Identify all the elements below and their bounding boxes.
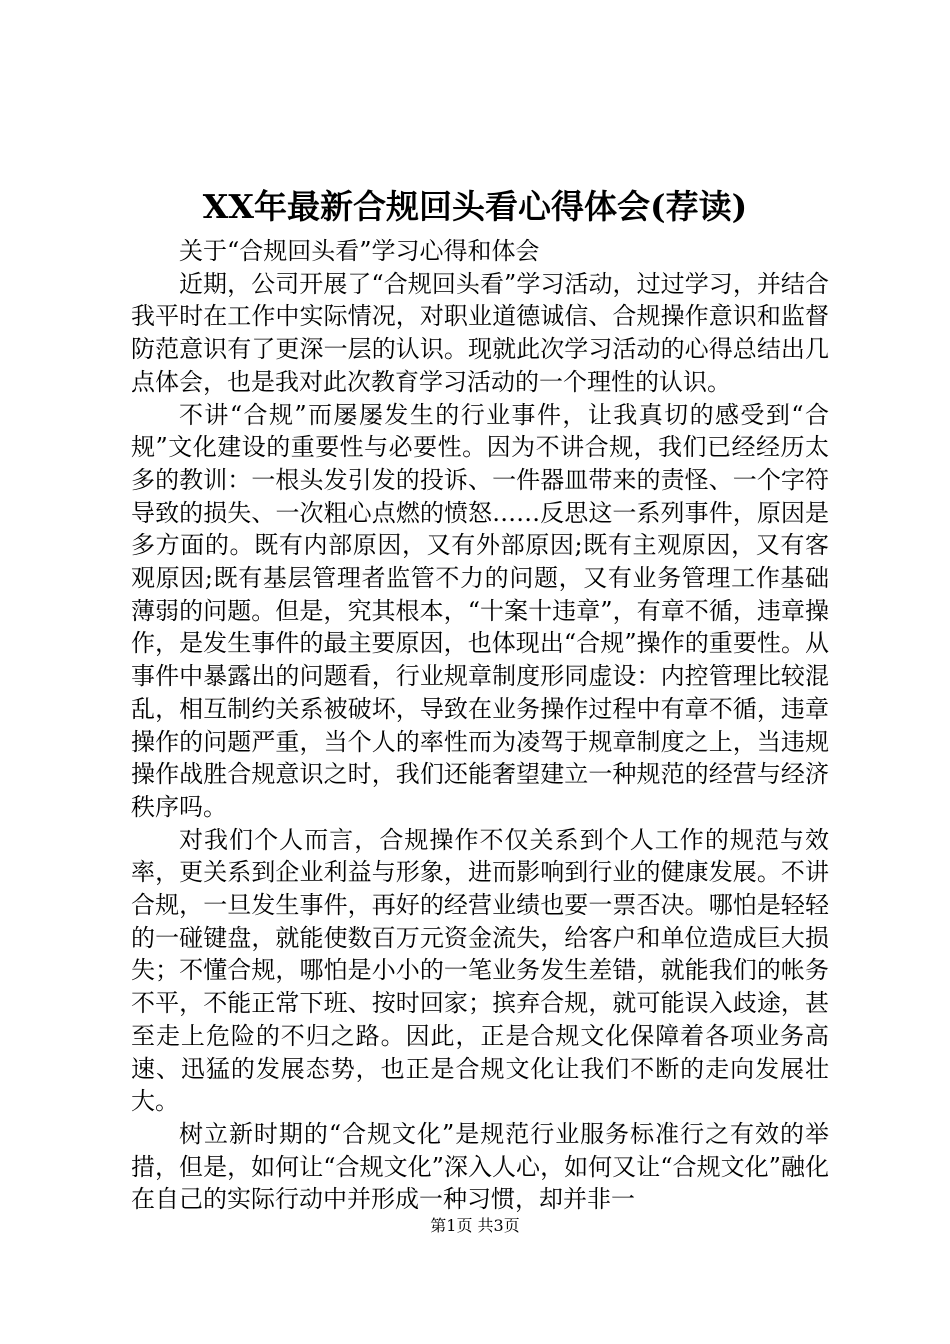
paragraph-subtitle: 关于“合规回头看”学习心得和体会 [179,237,540,265]
paragraph: 不讲“合规”而屡屡发生的行业事件，让我真切的感受到“合规”文化建设的重要性与必要性。因为不讲合规，我们已经经历太多的教训：一根头发引发的投诉、一件器皿带来的责怪、一个字符导致的损失、一次粗心点燃的愤怒……反思这一系列事件，原因是多方面的。既有内部原因，又有外部原因;既有主观原因，又有客观原因;既有基层管理者监管不力的问题，又有业务管理工作基础薄弱的问题。但是，究其根本，“十案十违章”，有章不循，违章操作，是发生事件的最主要原因，也体现出“合规”操作的重要性。从事件中暴露出的问题看，行业规章制度形同虚设：内控管理比较混乱，相互制约关系被破坏，导致在业务操作过程中有章不循，违章操作的问题严重，当个人的率性而为凌驾于规章制度之上，当违规操作战胜合规意识之时，我们还能奢望建立一种规范的经营与经济秩序吗。 [131,400,829,821]
document-body [131,235,829,1216]
paragraph: 树立新时期的“合规文化”是规范行业服务标准行之有效的举措，但是，如何让“合规文化”深入人心，如何又让“合规文化”融化在自己的实际行动中并形成一种习惯，却并非一 [131,1119,829,1214]
paragraph: 对我们个人而言，合规操作不仅关系到个人工作的规范与效率，更关系到企业利益与形象，进而影响到行业的健康发展。不讲合规，一旦发生事件，再好的经营业绩也要一票否决。哪怕是轻轻的一碰键盘，就能使数百万元资金流失，给客户和单位造成巨大损失；不懂合规，哪怕是小小的一笔业务发生差错，就能我们的帐务不平，不能正常下班、按时回家；摈弃合规，就可能误入歧途，甚至走上危险的不归之路。因此，正是合规文化保障着各项业务高速、迅猛的发展态势，也正是合规文化让我们不断的走向发展壮大。 [131,825,829,1116]
paragraph: 近期，公司开展了“合规回头看”学习活动，过过学习，并结合我平时在工作中实际情况，对职业道德诚信、合规操作意识和监督防范意识有了更深一层的认识。现就此次学习活动的心得总结出几点体会，也是我对此次教育学习活动的一个理性的认识。 [131,269,829,396]
document-title: XX年最新合规回头看心得体会(荐读) [202,187,748,226]
page-number-footer: 第1页 共3页 [430,1216,520,1235]
